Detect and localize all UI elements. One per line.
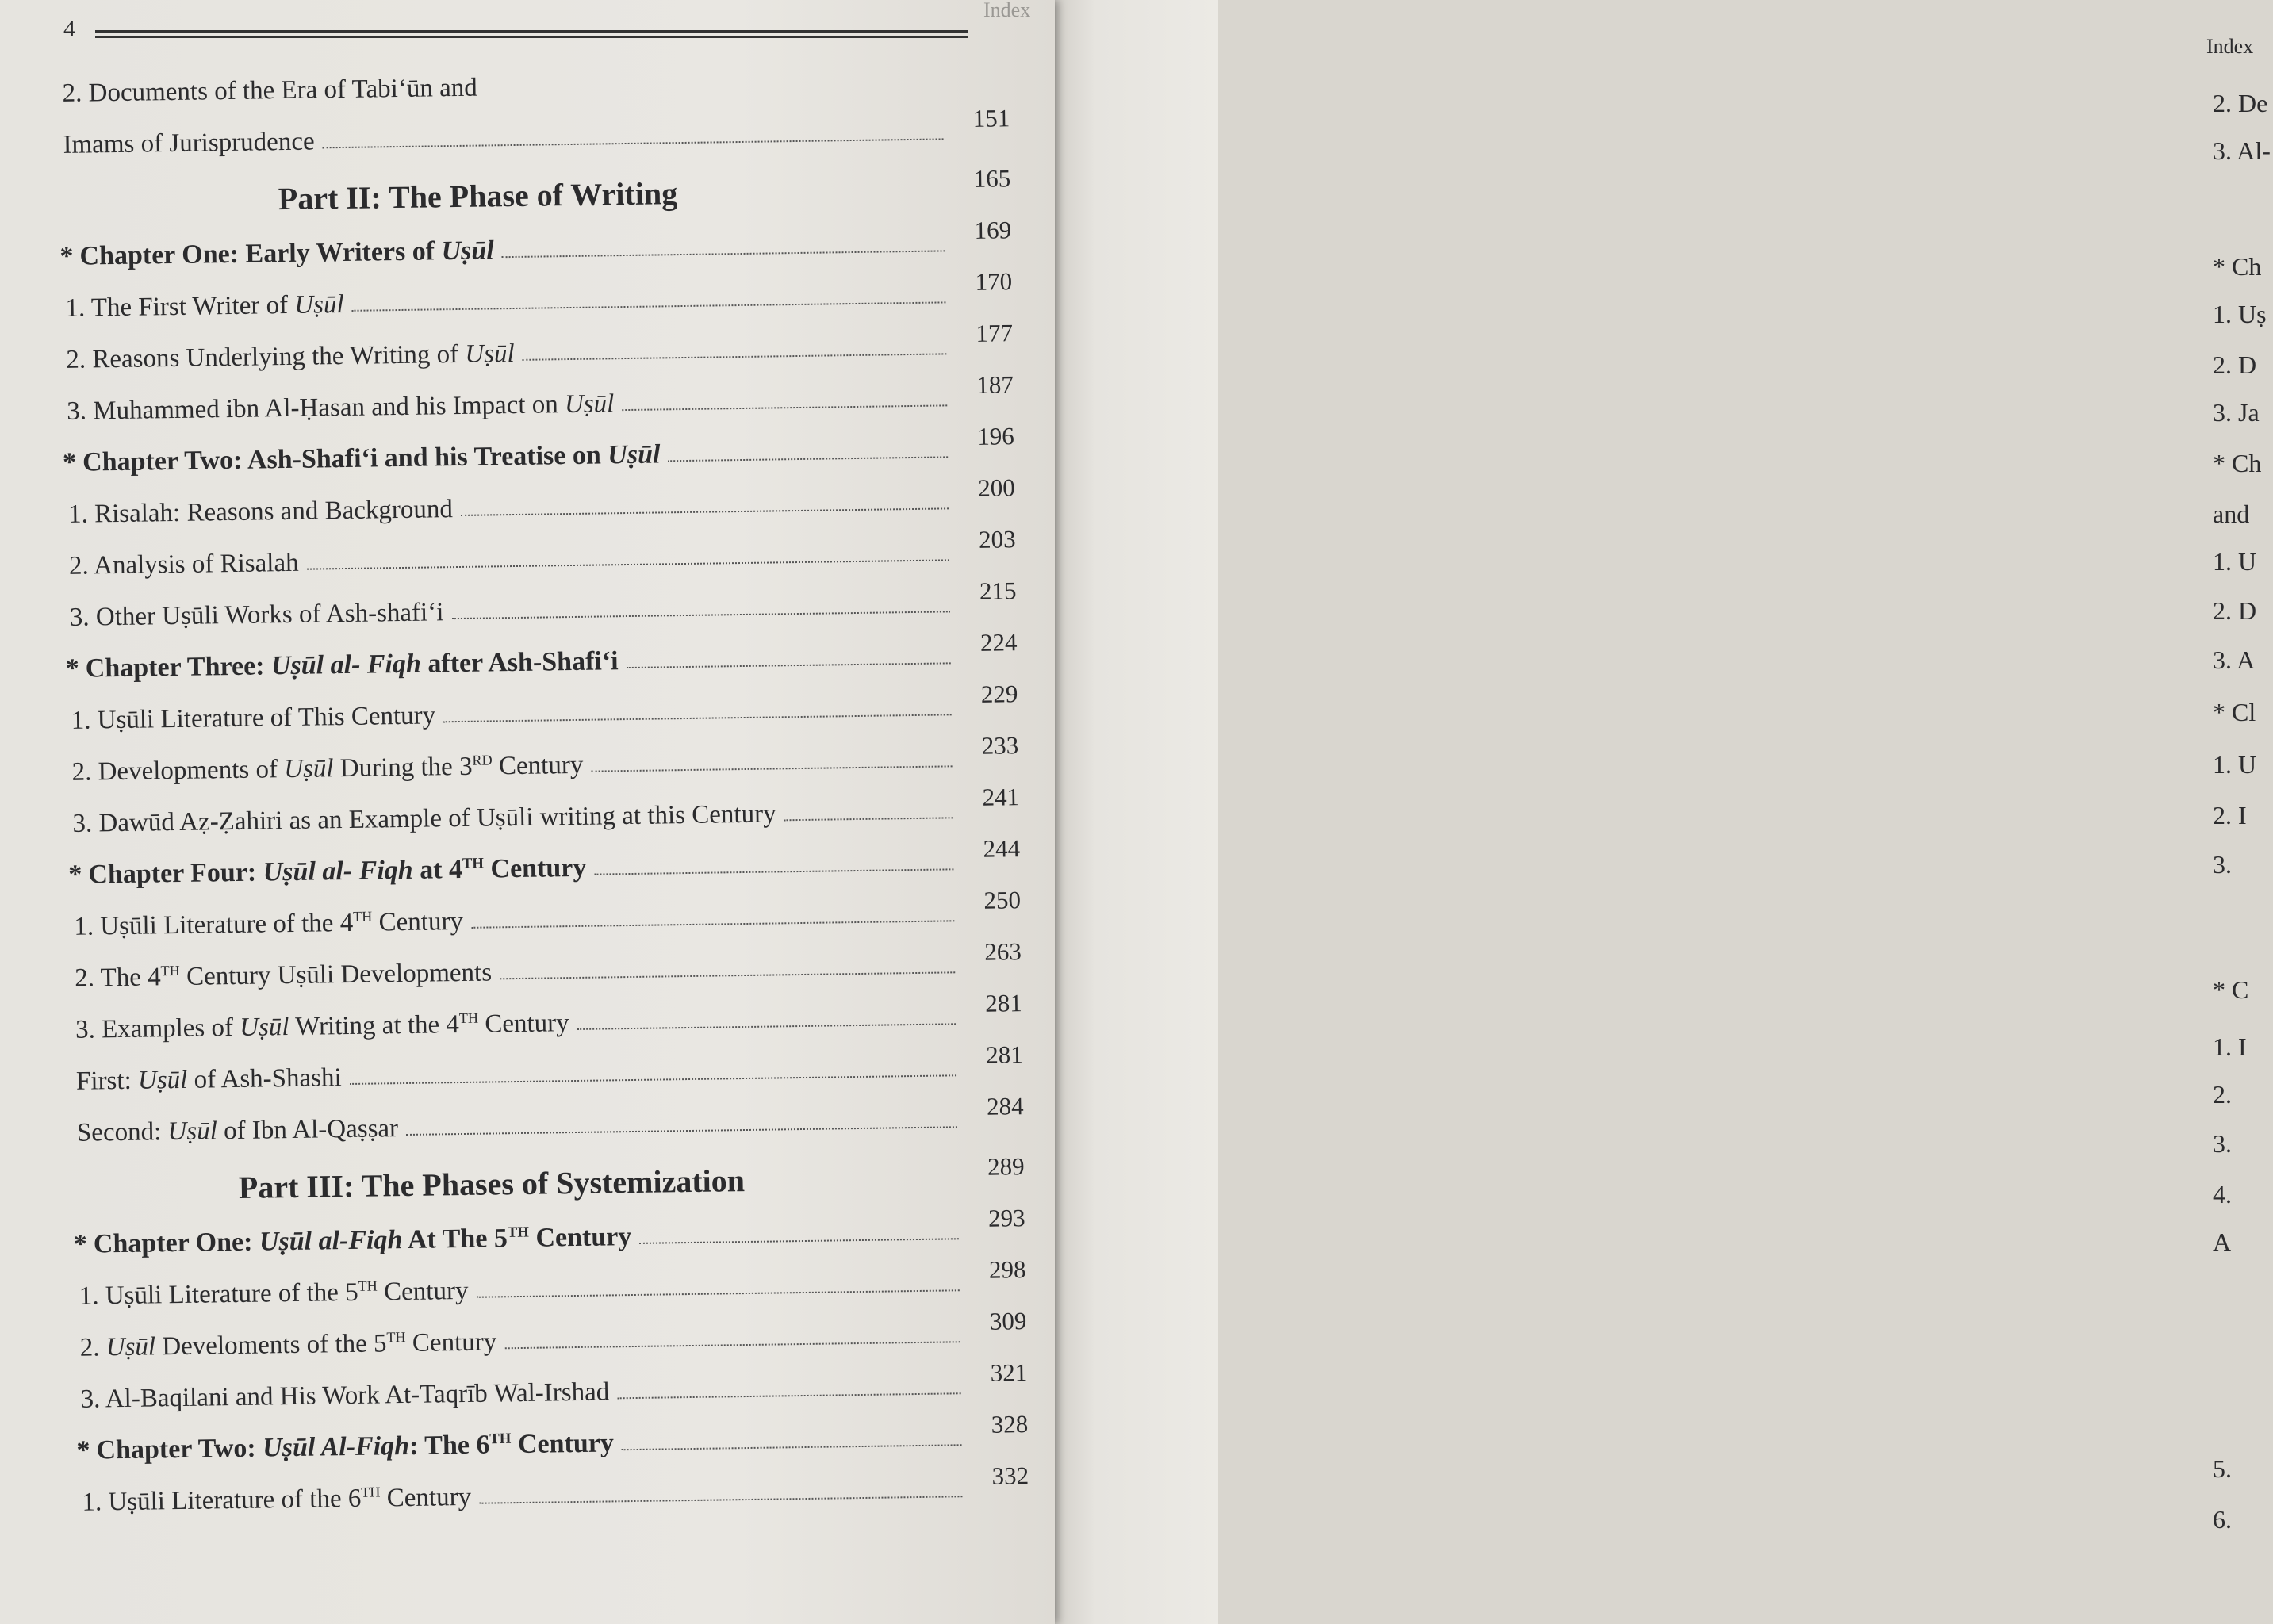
- dot-leader: [784, 816, 953, 821]
- toc-page-number: 169: [974, 216, 1012, 244]
- asterisk-icon: *: [68, 860, 82, 890]
- toc-page-number: 187: [976, 370, 1014, 399]
- toc-entry-title: Second: Uṣūl of Ibn Al-Qaṣṣar: [76, 1114, 399, 1147]
- right-page-fragment: 2. De: [2213, 89, 2268, 117]
- right-page-fragment: 5.: [2213, 1454, 2232, 1483]
- right-page-fragment: 1. U: [2213, 750, 2257, 779]
- dot-leader: [461, 507, 949, 516]
- right-page-fragment: 3.: [2213, 1129, 2232, 1158]
- toc-page-number: 332: [991, 1461, 1029, 1490]
- dot-leader: [577, 1022, 956, 1030]
- table-of-contents: [57, 44, 1029, 1518]
- right-page-fragment: 4.: [2213, 1180, 2232, 1208]
- toc-page-number: 229: [980, 680, 1018, 708]
- toc-entry-title: * Chapter Three: Uṣūl al- Fiqh after Ash-Shafi‘i: [65, 646, 619, 684]
- right-page-fragment: 1. U: [2213, 547, 2257, 576]
- dot-leader: [668, 455, 948, 462]
- toc-entry-title: 1. Uṣūli Literature of the 5TH Century: [79, 1276, 469, 1311]
- right-page-fragment: 3.: [2213, 850, 2232, 879]
- asterisk-icon: *: [65, 653, 80, 684]
- toc-page-number: 177: [976, 319, 1014, 347]
- dot-leader: [352, 301, 946, 311]
- toc-page-number: 241: [982, 783, 1020, 811]
- toc-page-number: 284: [986, 1092, 1024, 1120]
- toc-entry-title: 2. Uṣūl Develoments of the 5TH Century: [79, 1327, 497, 1362]
- toc-page-number: 203: [978, 525, 1016, 553]
- right-page-fragment: * C: [2213, 975, 2249, 1004]
- dot-leader: [627, 661, 951, 668]
- toc-page-number: 215: [979, 576, 1017, 605]
- dot-leader: [622, 1443, 962, 1450]
- toc-entry-title: * Chapter Two: Ash-Shafi‘i and his Treatise on Uṣūl: [62, 439, 661, 477]
- toc-entry-title: 3. Muhammed ibn Al-Ḥasan and his Impact on Uṣūl: [66, 389, 615, 426]
- toc-entry-title: Part III: The Phases of Systemization: [238, 1162, 746, 1205]
- toc-entry-title: * Chapter Four: Uṣūl al- Fiqh at 4TH Century: [68, 852, 587, 890]
- right-running-head: Index: [2206, 35, 2254, 58]
- toc-page-number: 309: [989, 1307, 1027, 1335]
- dot-leader: [594, 868, 953, 875]
- toc-page-number: 298: [988, 1255, 1026, 1284]
- dot-leader: [622, 404, 947, 411]
- right-page-fragment: 6.: [2213, 1505, 2232, 1534]
- page-number: 4: [63, 16, 75, 42]
- dot-leader: [504, 1340, 960, 1349]
- right-page-fragment: * Ch: [2213, 252, 2262, 281]
- toc-page-number: 281: [985, 989, 1023, 1017]
- dot-leader: [479, 1495, 962, 1504]
- toc-entry-title: 2. The 4TH Century Uṣūli Developments: [74, 958, 493, 993]
- asterisk-icon: *: [59, 241, 74, 271]
- toc-entry-title: 3. Other Uṣūli Works of Ash-shafi‘i: [69, 598, 444, 632]
- dot-leader: [502, 249, 945, 258]
- toc-entry-title: * Chapter One: Early Writers of Uṣūl: [59, 236, 494, 271]
- toc-page-number: 151: [972, 104, 1010, 132]
- toc-entry-title: 2. Developments of Uṣūl During the 3RD Century: [71, 750, 584, 787]
- toc-entry-title: 2. Analysis of Risalah: [68, 548, 299, 580]
- toc-entry-title: Part II: The Phase of Writing: [278, 175, 678, 217]
- dot-leader: [477, 1289, 960, 1298]
- dot-leader: [639, 1237, 959, 1244]
- toc-page-number: 250: [983, 886, 1022, 914]
- right-page-fragment: 2. D: [2213, 350, 2257, 379]
- header-rule: [95, 30, 968, 38]
- right-page-fragment: * Cl: [2213, 698, 2256, 726]
- toc-page-number: 200: [977, 473, 1015, 502]
- toc-entry-title: * Chapter One: Uṣūl al-Fiqh At The 5TH Century: [73, 1222, 632, 1259]
- toc-page-number: 263: [984, 937, 1022, 966]
- right-page-fragments: [2203, 0, 2273, 1624]
- toc-entry-title: 3. Dawūd Aẓ-Ẓahiri as an Example of Uṣūli writing at this Century: [72, 799, 776, 838]
- dot-leader: [523, 352, 947, 360]
- right-page-fragment: 3. A: [2213, 645, 2256, 674]
- dot-leader: [591, 764, 952, 772]
- running-head: Index: [983, 0, 1031, 21]
- toc-entry-title: 1. Risalah: Reasons and Background: [67, 495, 454, 529]
- toc-page-number: 224: [979, 628, 1018, 657]
- toc-page-number: 233: [981, 731, 1019, 760]
- right-page-fragment: and: [2213, 500, 2250, 528]
- toc-page-number: 293: [987, 1204, 1025, 1232]
- toc-entry-title: 3. Al-Baqilani and His Work At-Taqrīb Wal-Irshad: [80, 1377, 610, 1414]
- dot-leader: [323, 137, 944, 148]
- toc-page-number: 281: [985, 1040, 1023, 1069]
- dot-leader: [350, 1074, 956, 1085]
- toc-page-number: 289: [987, 1152, 1025, 1181]
- toc-entry-title: 3. Examples of Uṣūl Writing at the 4TH Century: [75, 1009, 569, 1044]
- toc-page-number: 196: [977, 422, 1015, 450]
- dot-leader: [307, 558, 949, 569]
- toc-entry-title: 1. Uṣūli Literature of the 4TH Century: [74, 906, 464, 941]
- right-page-fragment: 3. Al-: [2213, 136, 2271, 165]
- right-page-fragment: A: [2213, 1228, 2232, 1256]
- toc-page-number: 170: [975, 267, 1013, 296]
- left-page: [0, 0, 1055, 1624]
- toc-entry-title: * Chapter Two: Uṣūl Al-Fiqh: The 6TH Century: [76, 1428, 615, 1465]
- right-page-fragment: 1. I: [2213, 1032, 2247, 1061]
- right-page-fragment: 3. Ja: [2213, 398, 2260, 427]
- toc-entry-title: 1. The First Writer of Uṣūl: [65, 289, 344, 323]
- toc-entry-title: Imams of Jurisprudence: [63, 127, 315, 159]
- dot-leader: [500, 971, 955, 979]
- right-page: [1055, 0, 2271, 1624]
- dot-leader: [406, 1125, 957, 1136]
- dot-leader: [451, 610, 949, 619]
- asterisk-icon: *: [76, 1435, 90, 1465]
- asterisk-icon: *: [73, 1229, 88, 1259]
- right-page-fragment: 2. I: [2213, 801, 2247, 829]
- dot-leader: [617, 1392, 960, 1399]
- right-page-fragment: 2. D: [2213, 596, 2257, 625]
- asterisk-icon: *: [62, 447, 77, 477]
- toc-page-number: 244: [983, 834, 1021, 863]
- toc-entry-title: 1. Uṣūli Literature of the 6TH Century: [82, 1482, 472, 1517]
- dot-leader: [471, 919, 954, 929]
- page-header: [63, 0, 1031, 43]
- toc-entry-title: 2. Reasons Underlying the Writing of Uṣūl: [66, 339, 515, 374]
- toc-page-number: 165: [973, 164, 1011, 193]
- toc-entry-title: 1. Uṣūli Literature of This Century: [71, 701, 436, 735]
- right-page-fragment: 1. Uṣ: [2213, 300, 2267, 328]
- toc-page-number: 321: [990, 1358, 1028, 1387]
- right-page-fragment: * Ch: [2213, 449, 2262, 477]
- toc-entry-title: First: Uṣūl of Ash-Shashi: [75, 1063, 342, 1096]
- right-page-fragment: 2.: [2213, 1080, 2232, 1109]
- toc-page-number: 328: [991, 1410, 1029, 1438]
- dot-leader: [443, 713, 951, 722]
- toc-entry-title: 2. Documents of the Era of Tabi‘ūn and: [62, 73, 477, 108]
